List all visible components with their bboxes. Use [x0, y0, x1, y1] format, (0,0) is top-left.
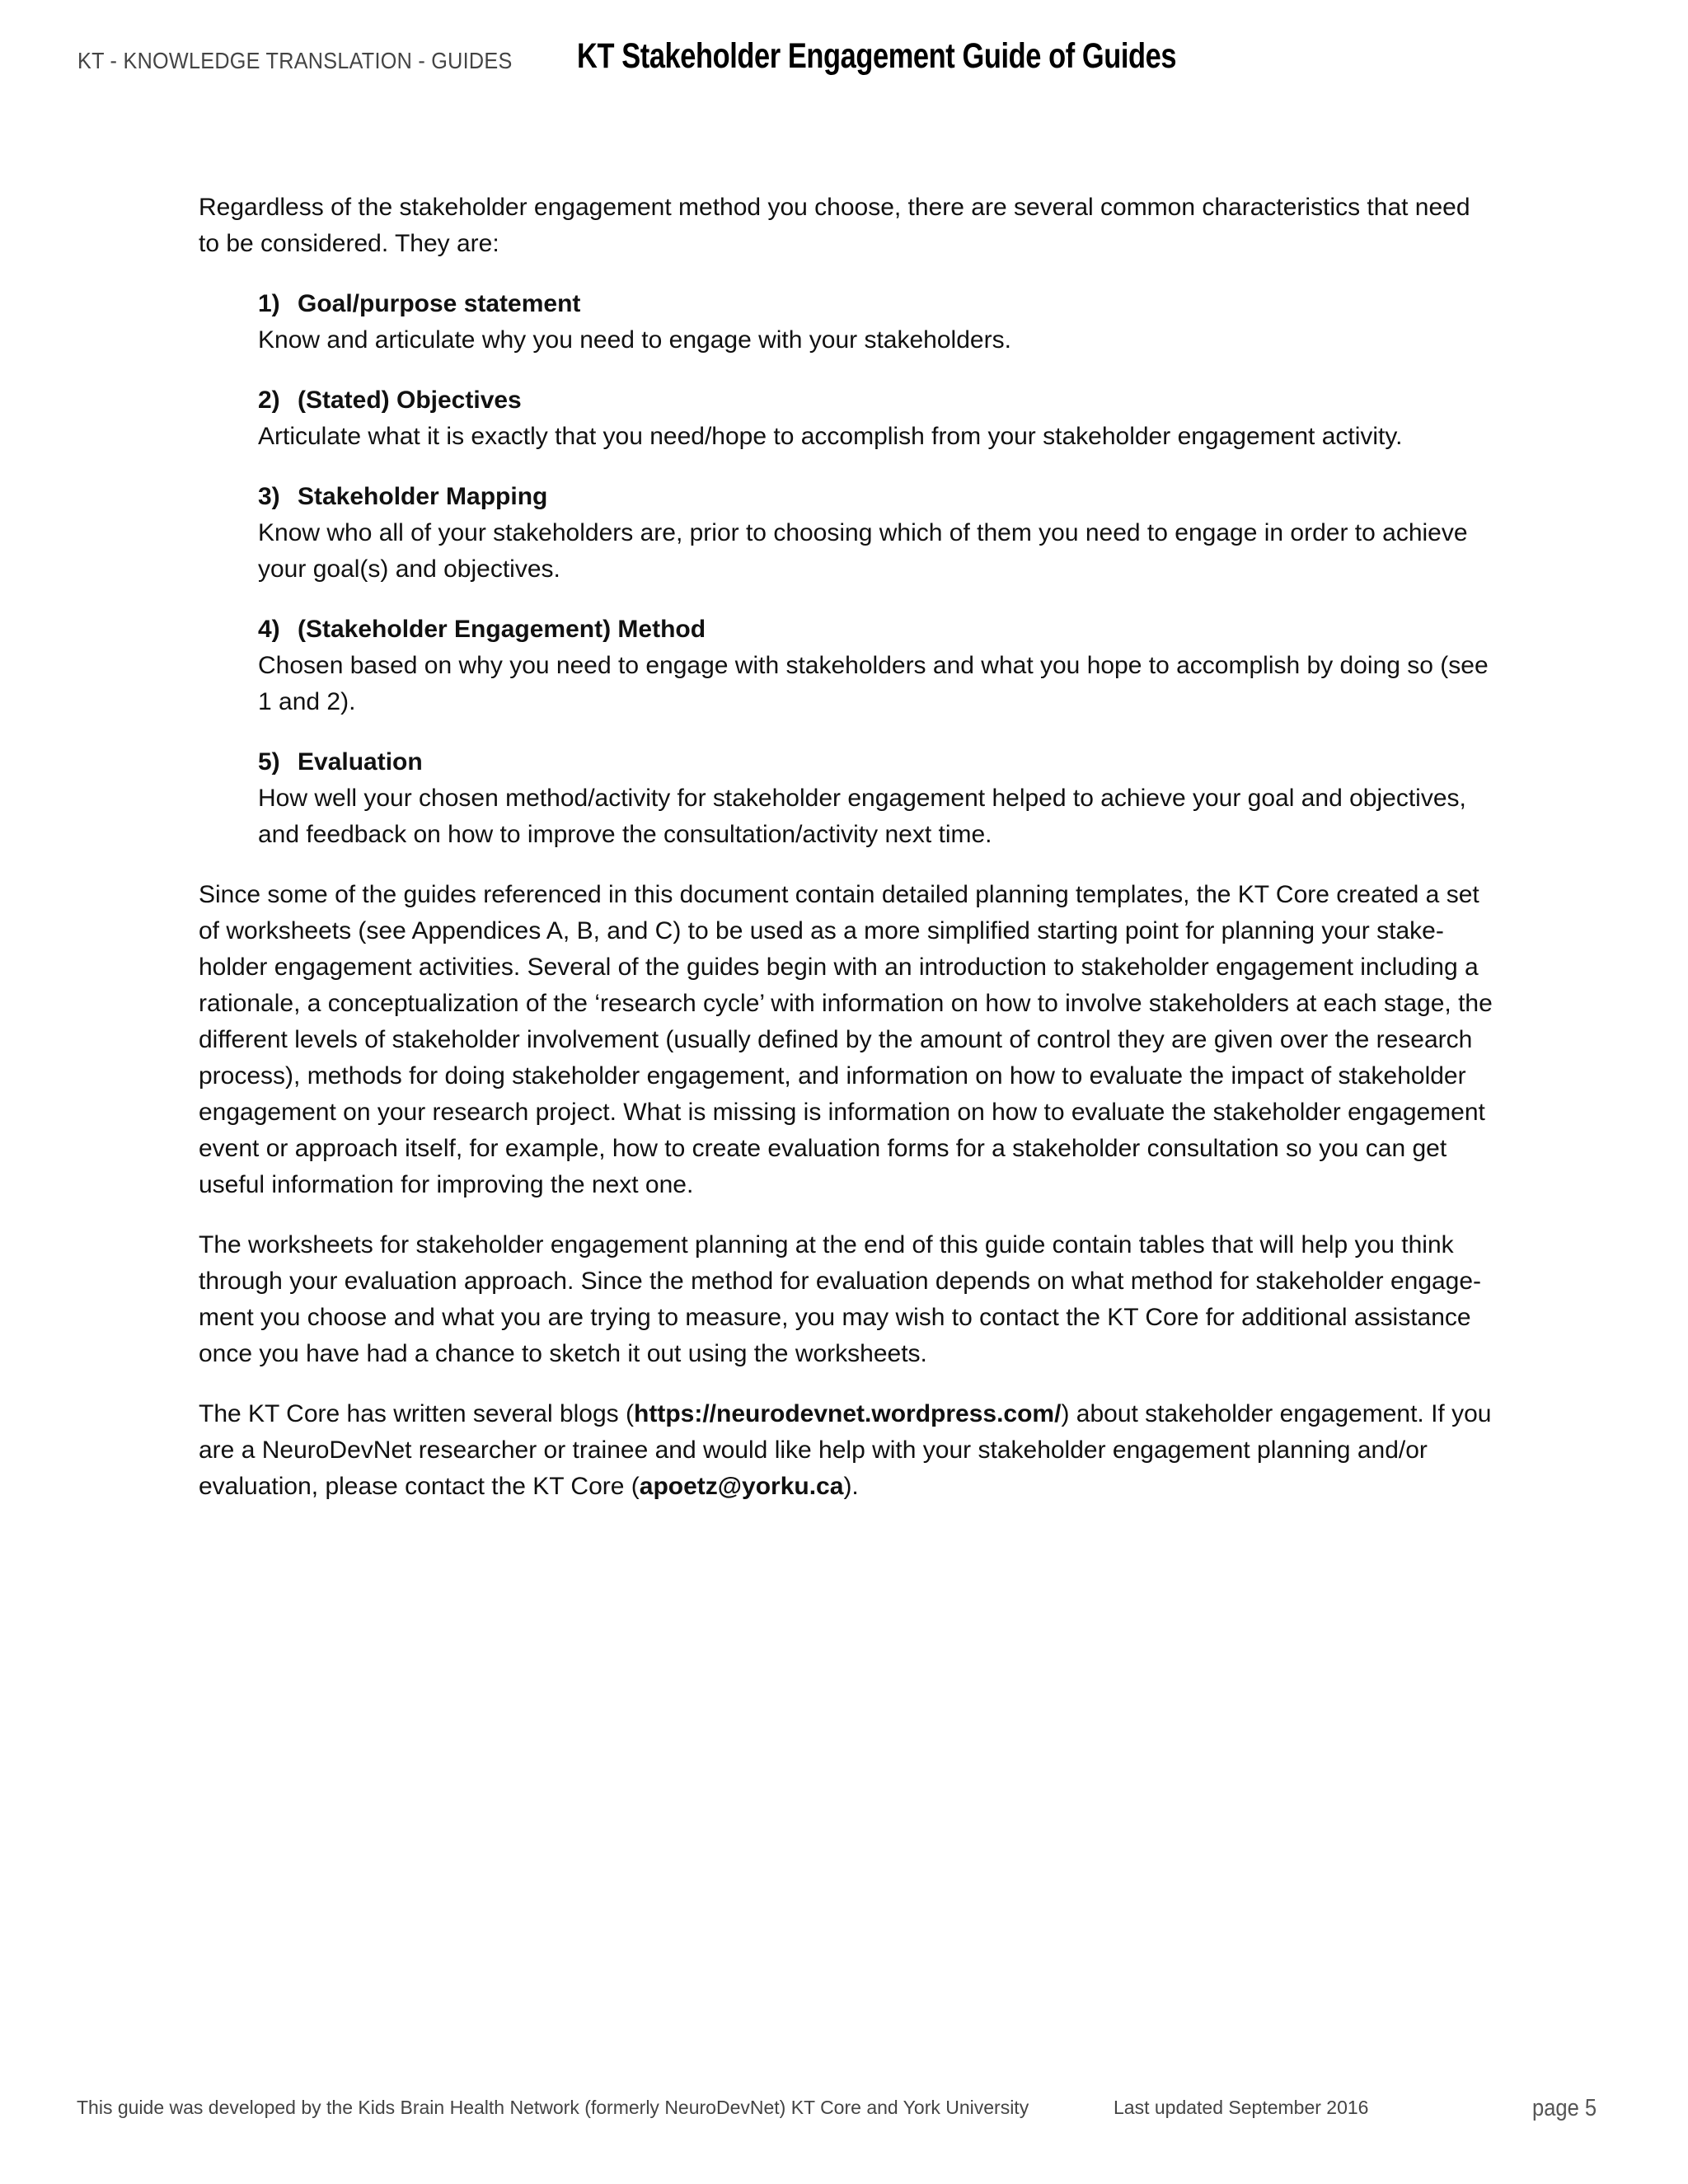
blog-link[interactable]: https://neurodevnet.wordpress.com/ [634, 1400, 1062, 1427]
list-item-title [258, 286, 1493, 322]
worksheets-paragraph: Since some of the guides referenced in this document contain detailed planning templates, the KT Core created a set of worksheets (see Appendices A, B, and C) to be used as a more simplified starting point for planning your stake-holder engagement activities. Several of the guides begin with an introduction to stakeholder engagement including a rationale, a conceptualization of the ‘research cycle’ with information on how to involve stakeholders at each stage, the different levels of stakeholder involvement (usually defined by the amount of control they are given over the research process), methods for doing stakeholder engagement, and information on how to evaluate the impact of stakeholder engagement on your research project. What is missing is information on how to evaluate the stakeholder engagement event or approach itself, for example, how to create evaluation forms for a stakeholder consultation so you can get useful information for improving the next one. [199, 881, 1493, 1198]
footer-credit: This guide was developed by the Kids Brain Health Network (formerly NeuroDevNet) KT Core and York University [77, 2097, 1029, 2118]
list-item-title [258, 479, 1493, 515]
document-title: KT Stakeholder Engagement Guide of Guides [577, 36, 1177, 76]
list-item-title [258, 382, 1493, 419]
characteristics-list [258, 286, 1493, 853]
list-item-text: Articulate what it is exactly that you need/hope to accomplish from your stakeholder engagement activity. [258, 423, 1403, 450]
list-item-title [258, 612, 1493, 648]
contact-text-start: The KT Core has written several blogs ( [199, 1400, 635, 1427]
list-item-title-text: (Stated) Objectives [298, 387, 522, 414]
contact-text-end: ). [843, 1473, 859, 1500]
list-item-title-text: (Stakeholder Engagement) Method [298, 616, 706, 643]
list-item [258, 382, 1493, 455]
list-item-title-text: Evaluation [298, 748, 423, 776]
list-item-text: Know and articulate why you need to engage with your stakeholders. [258, 326, 1011, 354]
list-item [258, 479, 1493, 588]
list-item-number: 2) [258, 387, 280, 414]
list-item-number: 5) [258, 748, 280, 776]
page-content [199, 190, 1493, 1529]
page-number: page 5 [1532, 2095, 1597, 2121]
contact-text-middle: ) about stakeholder engagement. If you are a NeuroDevNet researcher or trainee and would like help with your stakeholder engagement planning and/or evaluation, please contact the KT Core ( [199, 1400, 1492, 1500]
list-item [258, 612, 1493, 720]
list-item-title-text: Goal/purpose statement [298, 290, 581, 317]
list-item-number: 1) [258, 290, 280, 317]
list-item [258, 286, 1493, 359]
list-item-title-text: Stakeholder Mapping [298, 483, 548, 510]
list-item [258, 744, 1493, 853]
email-link[interactable]: apoetz@yorku.ca [639, 1473, 844, 1500]
list-item-title [258, 744, 1493, 780]
list-item-number: 3) [258, 483, 280, 510]
list-item-text: Chosen based on why you need to engage with stakeholders and what you hope to accomplish by doing so (see 1 and 2). [258, 652, 1489, 715]
footer-updated: Last updated September 2016 [1114, 2097, 1369, 2118]
list-item-text: Know who all of your stakeholders are, prior to choosing which of them you need to engage in order to achieve your goal(s) and objectives. [258, 519, 1468, 583]
list-item-number: 4) [258, 616, 280, 643]
contact-paragraph [199, 1396, 1493, 1505]
list-item-text: How well your chosen method/activity for stakeholder engagement helped to achieve your goal and objectives, and feedback on how to improve the consultation/activity next time. [258, 785, 1466, 848]
evaluation-paragraph: The worksheets for stakeholder engagement planning at the end of this guide contain tables that will help you think through your evaluation approach. Since the method for evaluation depends on what method for stakeholder engage-ment you choose and what you are trying to measure, you may wish to contact the KT Core for additional assistance once you have had a chance to sketch it out using the worksheets. [199, 1231, 1482, 1367]
header-section-label: KT - KNOWLEDGE TRANSLATION - GUIDES [77, 48, 513, 73]
intro-paragraph: Regardless of the stakeholder engagement method you choose, there are several common characteristics that need to be considered. They are: [199, 194, 1470, 257]
